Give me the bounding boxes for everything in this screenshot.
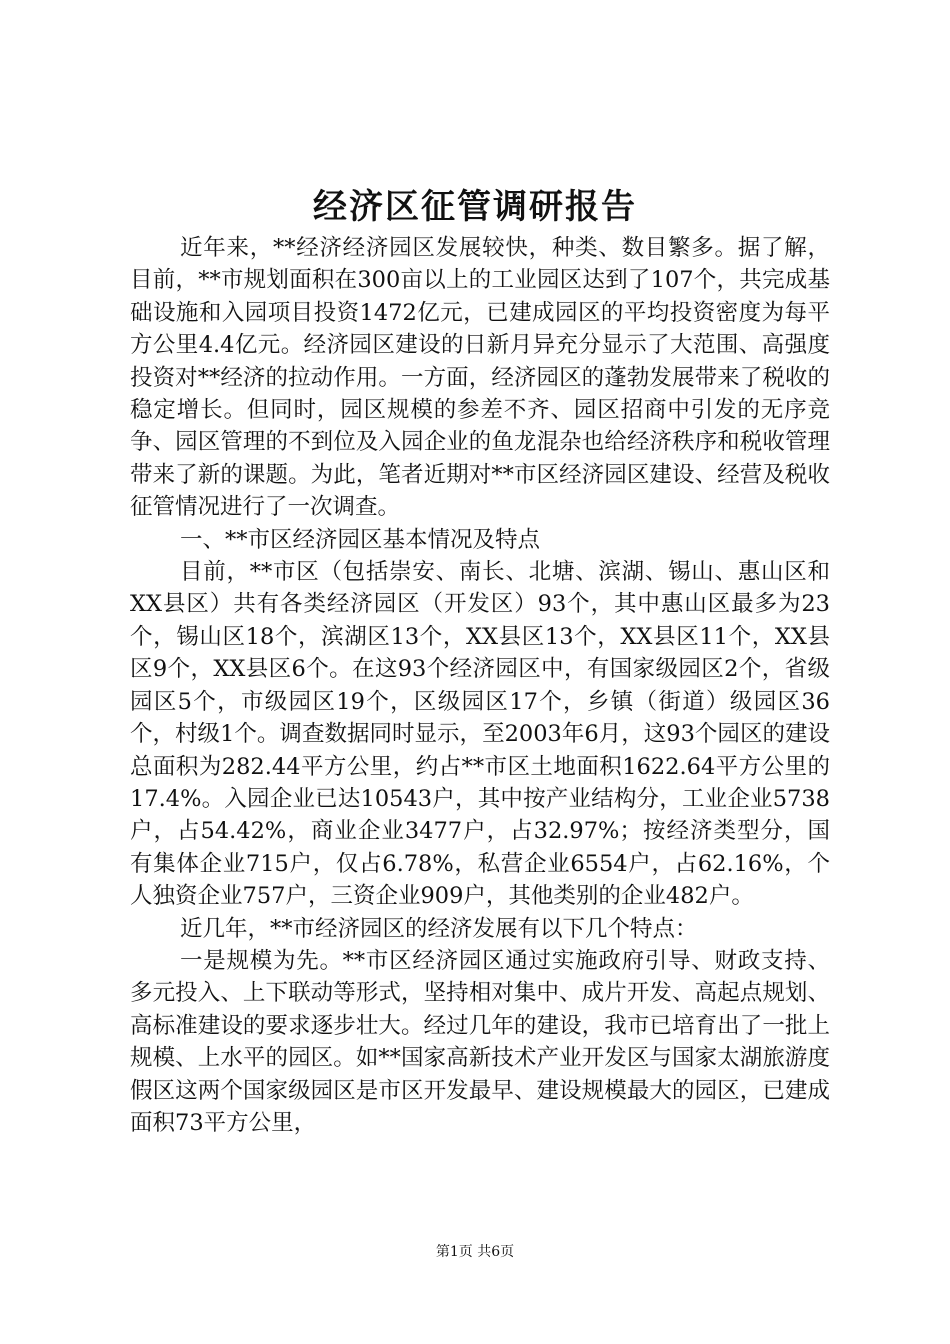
paragraph-feature-scale: 一是规模为先。**市区经济园区通过实施政府引导、财政支持、多元投入、上下联动等形式，坚持相对集中、成片开发、高起点规划、高标准建设的要求逐步壮大。经过几年的建设，我市已培育出了一批上规模、上水平的园区。如**国家高新技术产业开发区与国家太湖旅游度假区这两个国家级园区是市区开发最早、建设规模最大的园区，已建成面积73平方公里，: [130, 947, 830, 1136]
section-heading-1: 一、**市区经济园区基本情况及特点: [180, 526, 541, 553]
paragraph-intro: 近年来，**经济经济园区发展较快，种类、数目繁多。据了解，目前，**市规划面积在300亩以上的工业园区达到了107个，共完成基础设施和入园项目投资1472亿元，已建成园区的平均投资密度为每平方公里4.4亿元。经济园区建设的日新月异充分显示了大范围、高强度投资对**经济的拉动作用。一方面，经济园区的蓬勃发展带来了税收的稳定增长。但同时，园区规模的参差不齐、园区招商中引发的无序竞争、园区管理的不到位及入园企业的鱼龙混杂也给经济秩序和税收管理带来了新的课题。为此，笔者近期对**市区经济园区建设、经营及税收征管情况进行了一次调查。: [130, 235, 830, 521]
page-footer: 第1页 共6页: [435, 1244, 515, 1260]
paragraph-overview: 目前，**市区（包括崇安、南长、北塘、滨湖、锡山、惠山区和XX县区）共有各类经济园区（开发区）93个，其中惠山区最多为23个，锡山区18个，滨湖区13个，XX县区13个，XX县区11个，XX县区9个，XX县区6个。在这93个经济园区中，有国家级园区2个，省级园区5个，市级园区19个，区级园区17个，乡镇（街道）级园区36个，村级1个。调查数据同时显示，至2003年6月，这93个园区的建设总面积为282.44平方公里，约占**市区土地面积1622.64平方公里的17.4%。入园企业已达10543户，其中按产业结构分，工业企业5738户，占54.42%，商业企业3477户，占32.97%；按经济类型分，国有集体企业715户，仅占6.78%，私营企业6554户，占62.16%，个人独资企业757户，三资企业909户，其他类别的企业482户。: [130, 559, 830, 910]
paragraph-features-intro: 近几年，**市经济园区的经济发展有以下几个特点：: [180, 915, 698, 942]
document-body: [130, 232, 830, 1139]
document-title: 经济区征管调研报告: [313, 187, 637, 227]
